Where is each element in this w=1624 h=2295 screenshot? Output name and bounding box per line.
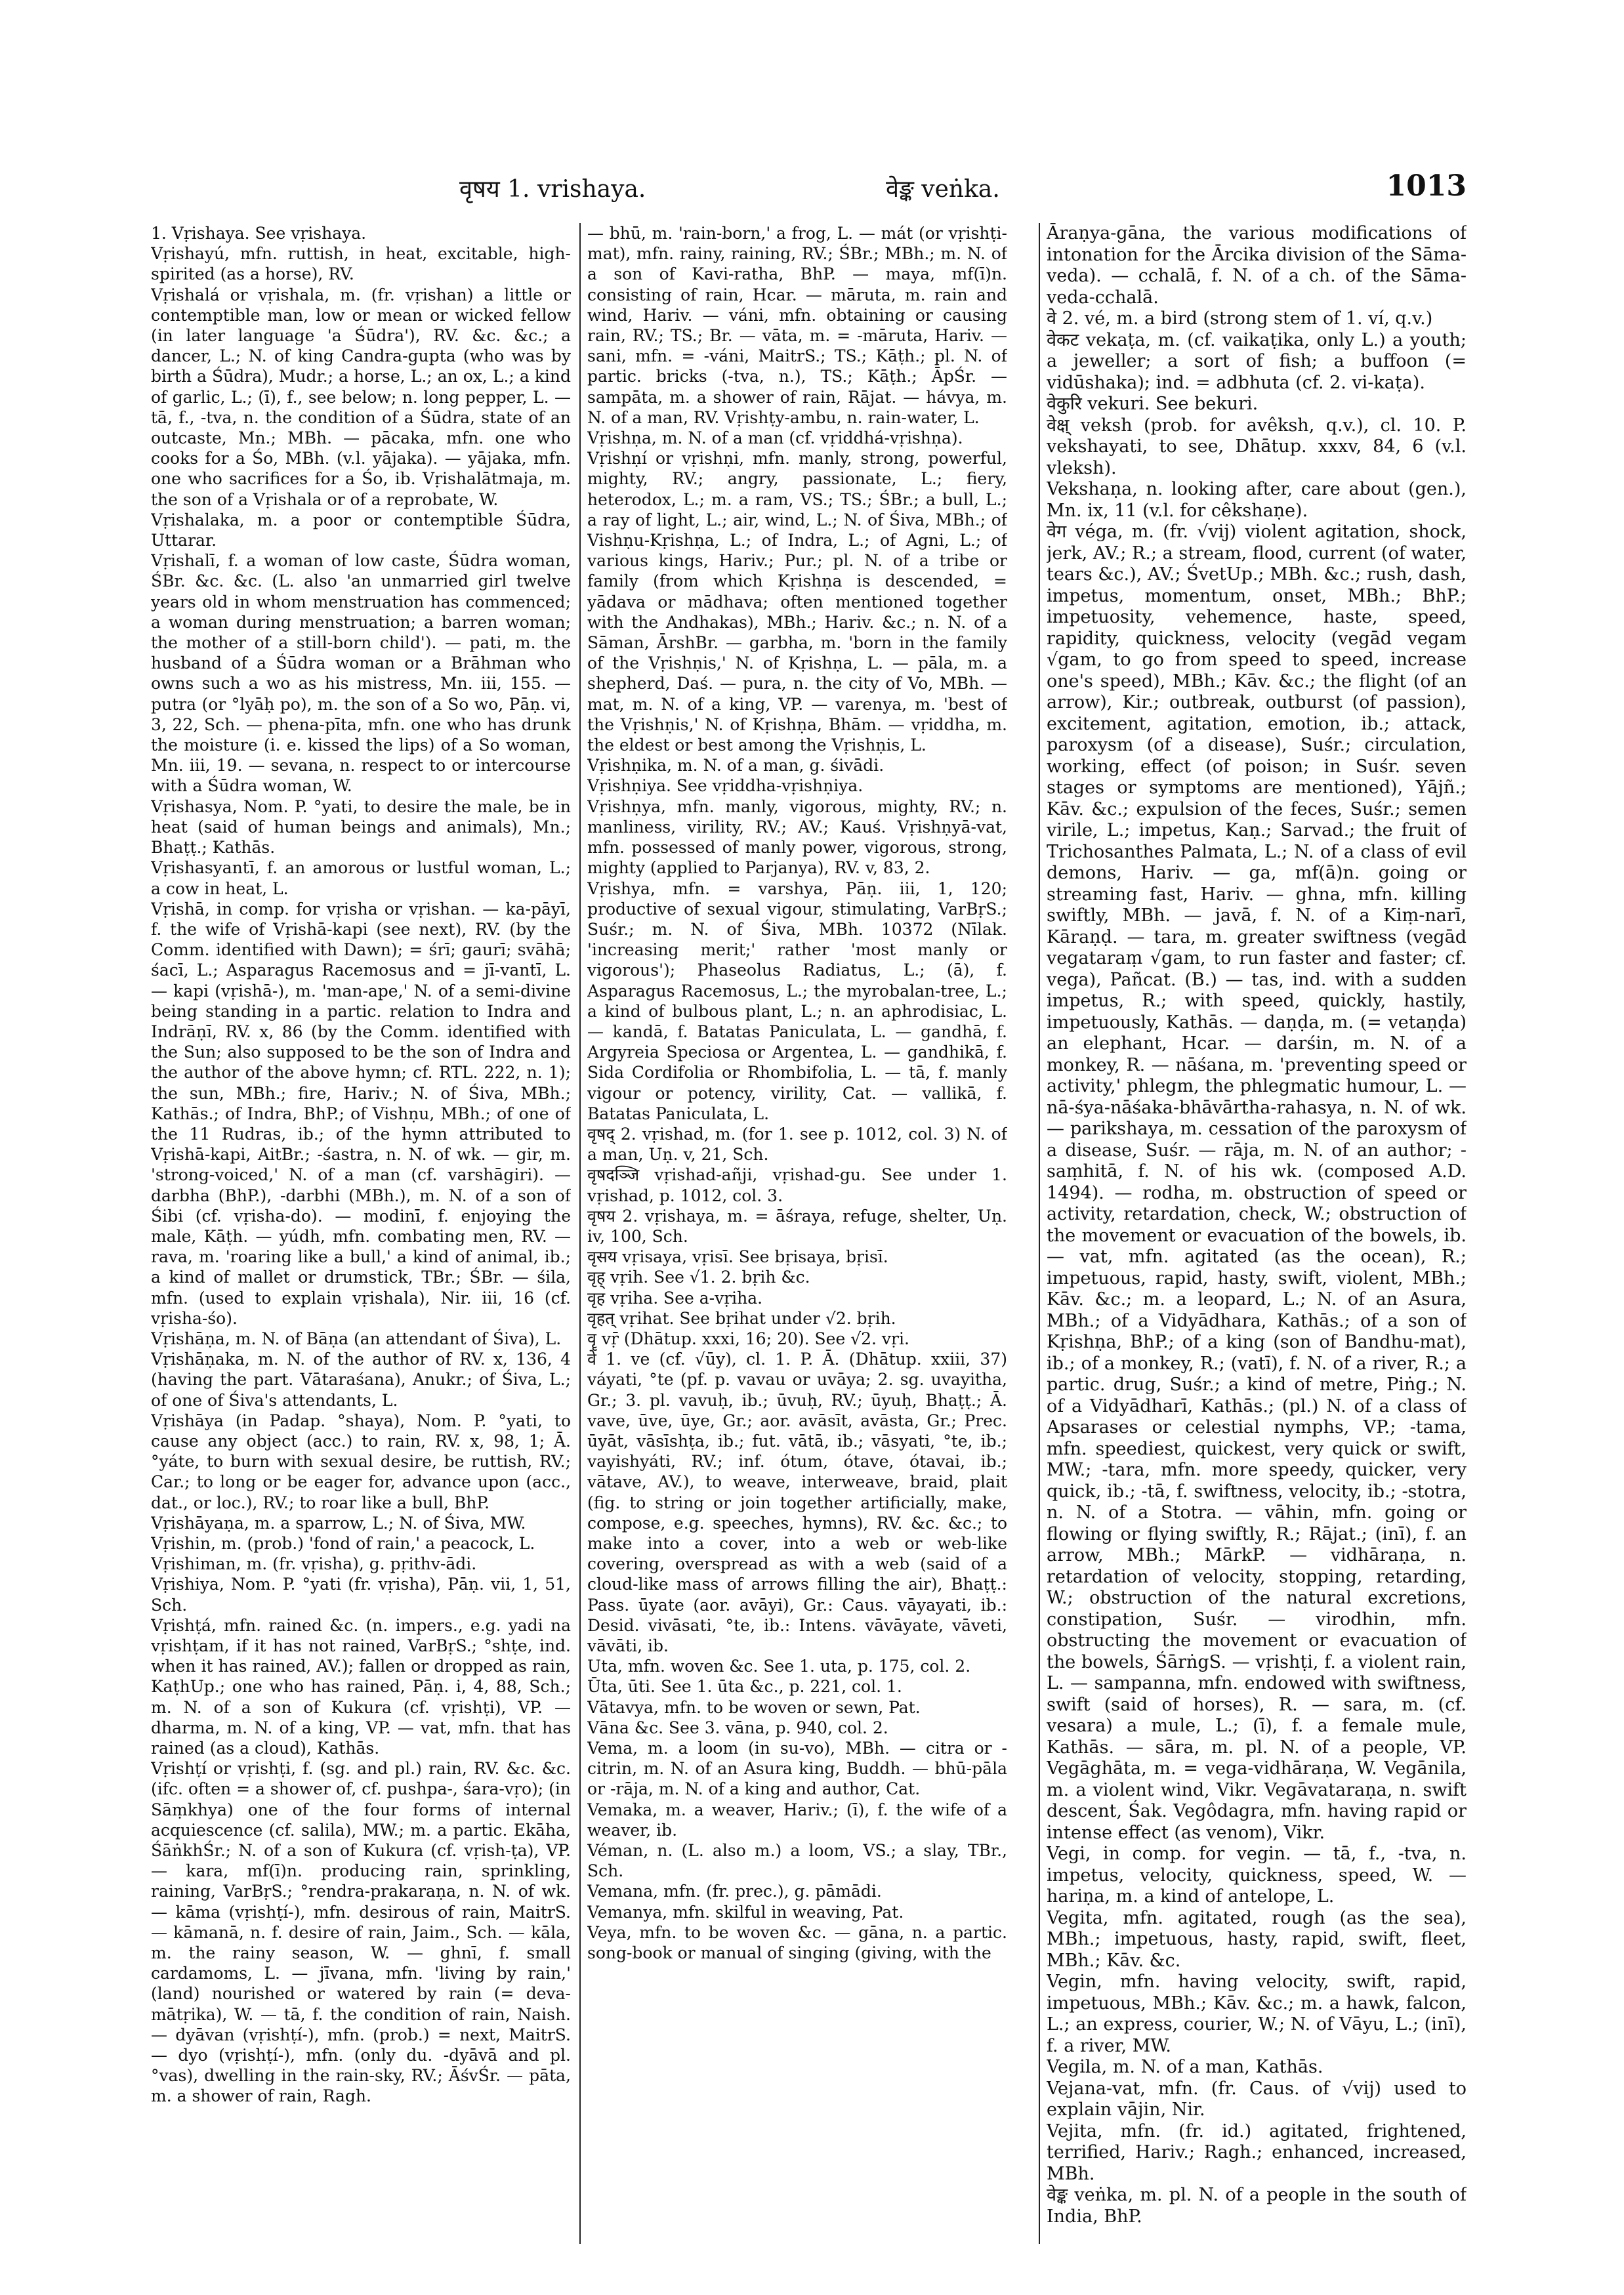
page-number: 1013 [1386, 169, 1467, 203]
dictionary-entry: Uta, mfn. woven &c. See 1. uta, p. 175, col. 2. [587, 1657, 971, 1676]
column-left [151, 223, 571, 2244]
header-right-guideword: वेङ्क veṅka. [886, 176, 1000, 203]
dictionary-entry: वे 2. vé, m. a bird (strong stem of 1. ví, q.v.) [1047, 308, 1433, 329]
dictionary-entry: Veya, mfn. to be woven &c. — gāna, n. a partic. song-book or manual of singing (giving, with the [587, 1922, 1007, 1963]
dictionary-entry: Vṛishāya (in Padap. °shaya), Nom. P. °yati, to cause any object (acc.) to rain, RV. x, 98, 1; Ā. °yáte, to burn with sexual desire, be ruttish, RV.; Car.; to long or be eager for, advance upon (acc., dat., or loc.), RV.; to roar like a bull, BhP. [151, 1411, 571, 1512]
dictionary-entry: Vemaka, m. a weaver, Hariv.; (ī), f. the wife of a weaver, ib. [587, 1800, 1007, 1840]
page-header [151, 169, 1467, 211]
column-right [1047, 223, 1467, 2244]
dictionary-entry: वृह vṛiha. See a-vṛiha. [587, 1288, 763, 1308]
dictionary-entry: Vegita, mfn. agitated, rough (as the sea), MBh.; impetuous, hasty, rapid, swift, fleet, MBh.; Kāv. &c. [1047, 1907, 1467, 1971]
dictionary-entry: वृषय 2. vṛishaya, m. = āśraya, refuge, shelter, Uṇ. iv, 100, Sch. [587, 1206, 1007, 1246]
dictionary-entry: Vṛishṇika, m. N. of a man, g. śivādi. [587, 756, 885, 775]
dictionary-entry: Vegin, mfn. having velocity, swift, rapid, impetuous, MBh.; Kāv. &c.; m. a hawk, falcon, L.; an express, courier, W.; N. of Vāyu, L.; (inī), f. a river, MW. [1047, 1972, 1467, 2056]
dictionary-entry: Vṛishayú, mfn. ruttish, in heat, excitable, high-spirited (as a horse), RV. [151, 244, 571, 284]
dictionary-entry: Vṛishiya, Nom. P. °yati (fr. vṛisha), Pāṇ. vii, 1, 51, Sch. [151, 1575, 571, 1615]
dictionary-entry: Vṛishṭá, mfn. rained &c. (n. impers., e.g. yadi na vṛishṭam, if it has not rained, VarBṛS.; °shṭe, ind. when it has rained, AV.); fallen or dropped as rain, KaṭhUp.; one who has rained, Pāṇ. i, 4, 88, Sch.; m. N. of a son of Kukura (cf. vṛishṭi), VP. — dharma, m. N. of a king, VP. — vat, mfn. that has rained (as a cloud), Kathās. [151, 1615, 571, 1758]
dictionary-entry: Vṛishalī, f. a woman of low caste, Śūdra woman, ŚBr. &c. &c. (L. also 'an unmarried girl twelve years old in whom menstruation has commenced; a woman during menstruation; a barren woman; the mother of a still-born child'). — pati, m. the husband of a Śūdra woman or a Brāhman who owns such a wo as his mistress, Mn. iii, 155. — putra (or °lyāḥ po), m. the son of a So wo, Pāṇ. vi, 3, 22, Sch. — phena-pīta, mfn. one who has drunk the moisture (i. e. kissed the lips) of a So woman, Mn. iii, 19. — sevana, n. respect to or intercourse with a Śūdra woman, W. [151, 551, 571, 796]
dictionary-entry: Vṛishṇya, mfn. manly, vigorous, mighty, RV.; n. manliness, virility, RV.; AV.; Kauś. Vṛishṇyā-vat, mfn. possessed of manly power, vigorous, strong, mighty (applied to Parjanya), RV. v, 83, 2. [587, 796, 1007, 878]
dictionary-entry: Vejana-vat, mfn. (fr. Caus. of √vij) used to explain vājin, Nir. [1047, 2078, 1467, 2120]
dictionary-entry: Vegila, m. N. of a man, Kathās. [1047, 2057, 1323, 2077]
dictionary-entry: Vṛishāyaṇa, m. a sparrow, L.; N. of Śiva, MW. [151, 1513, 526, 1533]
dictionary-entry: Vṛishin, m. (prob.) 'fond of rain,' a peacock, L. [151, 1534, 535, 1553]
dictionary-entry: Vṛishṇiya. See vṛiddha-vṛishṇiya. [587, 776, 864, 796]
dictionary-entry: Vātavya, mfn. to be woven or sewn, Pat. [587, 1697, 921, 1717]
dictionary-entry: Vemana, mfn. (fr. prec.), g. pāmādi. [587, 1882, 882, 1901]
dictionary-entry: Vṛishṇa, m. N. of a man (cf. vṛiddhá-vṛishṇa). [587, 428, 963, 448]
dictionary-entry: वेग véga, m. (fr. √vij) violent agitation, shock, jerk, AV.; R.; a stream, flood, current (of water, tears &c.), AV.; ŚvetUp.; MBh. &c.; rush, dash, impetus, momentum, onset, MBh.; BhP.; impetuosity, vehemence, haste, speed, rapidity, quickness, velocity (vegād vegam √gam, to go from speed to speed, increase one's speed), MBh.; Kāv. &c.; the flight (of an arrow), Kir.; outbreak, outburst (of passion), excitement, agitation, emotion, ib.; attack, paroxysm (of a disease), Suśr.; circulation, working, effect (of poison; in Suśr. seven stages or symptoms are mentioned), Yājñ.; Kāv. &c.; expulsion of the feces, Suśr.; semen virile, L.; impetus, Kaṇ.; Sarvad.; the fruit of Trichosanthes Palmata, L.; N. of a class of evil demons, Hariv. — ga, mf(ā)n. going or streaming fast, Hariv. — ghna, mfn. killing swiftly, MBh. — javā, f. N. of a Kiṃ-narī, Kāraṇḍ. — tara, m. greater swiftness (vegād vegataraṃ √gam, to run faster and faster; cf. vega), Pañcat. (B.) — tas, ind. with a sudden impetus, R.; with speed, quickly, hastily, impetuously, Kathās. — daṇḍa, m. (= vetaṇḍa) an elephant, Hcar. — darśin, m. N. of a monkey, R. — nāśana, m. 'preventing speed or activity,' phlegm, the phlegmatic humour, L. — nā-śya-nāśaka-bhāvārtha-rahasya, n. N. of wk. — parikshaya, m. cessation of the paroxysm of a disease, Suśr. — rāja, m. N. of an author; -saṃhitā, f. N. of his wk. (composed A.D. 1494). — rodha, m. obstruction of speed or activity, retardation, check, W.; obstruction of the movement or evacuation of the bowels, ib. — vat, mfn. agitated (as the ocean), R.; impetuous, rapid, hasty, swift, violent, MBh.; Kāv. &c.; m. a leopard, L.; N. of an Asura, MBh.; of a Vidyādhara, Kathās.; of a son of Kṛishṇa, BhP.; of a king (son of Bandhu-mat), ib.; of a monkey, R.; (vatī), f. N. of a river, R.; a partic. drug, Suśr.; a kind of metre, Piṅg.; N. of a Vidyādharī, Kathās.; (pl.) N. of a class of Apsarases or celestial nymphs, VP.; -tama, mfn. speediest, quickest, very quick or swift, MW.; -tara, mfn. more speedy, quicker, very quick, ib.; -tā, f. swiftness, velocity, ib.; -stotra, n. N. of a Stotra. — vāhin, mfn. going or flowing or flying swiftly, R.; Rājat.; (inī), f. an arrow, MBh.; MārkP. — vidhāraṇa, n. retardation of velocity, stopping, retarding, W.; obstruction of the natural excretions, constipation, Suśr. — virodhin, mfn. obstructing the movement or evacuation of the bowels, ŚārṅgS. — vṛishṭi, f. a violent rain, L. — sampanna, mfn. endowed with swiftness, swift (said of horses), R. — sara, m. (cf. vesara) a mule, L.; (ī), f. a female mule, Kathās. — sāra, m. pl. N. of a people, VP. Vegāghāta, m. = vega-vidhāraṇa, W. Vegānila, m. a violent wind, Vikr. Vegāvataraṇa, n. swift descent, Śak. Vegôdagra, mfn. having rapid or intense effect (as venom), Vikr. [1047, 522, 1467, 1843]
dictionary-entry: वॄ vṝ (Dhātup. xxxi, 16; 20). See √2. vṛi. [587, 1329, 909, 1348]
dictionary-entry: वृषद् 2. vṛishad, m. (for 1. see p. 1012, col. 3) N. of a man, Uṇ. v, 21, Sch. [587, 1124, 1007, 1165]
dictionary-entry: वेकट vekaṭa, m. (cf. vaikaṭika, only L.) a youth; a jeweller; a sort of fish; a buffoon (= vidūshaka); ind. = adbhuta (cf. 2. vi-kaṭa). [1047, 329, 1467, 393]
dictionary-entry: Vṛishasya, Nom. P. °yati, to desire the male, be in heat (said of human beings and animals), Mn.; Bhaṭṭ.; Kathās. [151, 796, 571, 858]
dictionary-entry: Vṛishāṇa, m. N. of Bāṇa (an attendant of Śiva), L. [151, 1329, 562, 1348]
dictionary-entry: Vekshaṇa, n. looking after, care about (gen.), Mn. ix, 11 (v.l. for cêkshaṇe). [1047, 479, 1467, 521]
dictionary-entry: Ūta, ūti. See 1. ūta &c., p. 221, col. 1. [587, 1677, 902, 1697]
dictionary-entry: Vṛishā, in comp. for vṛisha or vṛishan. — ka-pāyī, f. the wife of Vṛishā-kapi (see next), RV. (by the Comm. identified with Dawn); = śrī; gaurī; svāhā; śacī, L.; Asparagus Racemosus and = jī-vantī, L. — kapi (vṛishā-), m. 'man-ape,' N. of a semi-divine being standing in a partic. relation to Indra and Indrāṇī, RV. x, 86 (by the Comm. identified with the Sun; also supposed to be the son of Indra and the author of the above hymn; cf. RTL. 222, n. 1); the sun, MBh.; fire, Hariv.; N. of Śiva, MBh.; Kathās.; of Indra, BhP.; of Vishṇu, MBh.; of one of the 11 Rudras, ib.; of the hymn attributed to Vṛishā-kapi, AitBr.; -śastra, n. N. of wk. — gir, m. 'strong-voiced,' N. of a man (cf. varshāgiri). — darbha (BhP.), -darbhi (MBh.), m. N. of a son of Śibi (cf. vṛisha-do). — modinī, f. enjoying the male, Kāṭh. — yúdh, mfn. combating men, RV. — rava, m. 'roaring like a bull,' a kind of animal, ib.; a kind of mallet or drumstick, TBr.; ŚBr. — śila, mfn. (used to explain vṛishala), Nir. iii, 16 (cf. vṛisha-śo). [151, 899, 571, 1328]
dictionary-entry: Vejita, mfn. (fr. id.) agitated, frightened, terrified, Hariv.; Ragh.; enhanced, increased, MBh. [1047, 2120, 1467, 2184]
header-left-guideword: वृषय 1. vrishaya. [459, 176, 646, 203]
dictionary-entry: Vṛishṭí or vṛishṭi, f. (sg. and pl.) rain, RV. &c. &c. (ifc. often = a shower of, cf. pushpa-, śara-vṛo); (in Sāṃkhya) one of the four forms of internal acquiescence (cf. salila), MW.; m. a partic. Ekāha, ŚāṅkhŚr.; N. of a son of Kukura (cf. vṛish-ṭa), VP. — kara, mf(ī)n. producing rain, sprinkling, raining, VarBṛS.; °rendra-prakaraṇa, n. N. of wk. — kāma (vṛishṭí-), mfn. desirous of rain, MaitrS. — kāmanā, n. f. desire of rain, Jaim., Sch. — kāla, m. the rainy season, W. — ghnī, f. small cardamoms, L. — jīvana, mfn. 'living by rain,' (land) nourished or watered by rain (= deva-mātṛika), W. — tā, f. the condition of rain, Naish. — dyāvan (vṛishṭí-), mfn. (prob.) = next, MaitrS. — dyo (vṛishṭí-), mfn. (only du. -dyāvā and pl. °vas), dwelling in the rain-sky, RV.; ĀśvŚr. — pāta, m. a shower of rain, Ragh. [151, 1759, 571, 2106]
dictionary-entry: Véman, n. (L. also m.) a loom, VS.; a slay, TBr., Sch. [587, 1841, 1007, 1881]
dictionary-entry: वेकुरि vekuri. See bekuri. [1047, 394, 1259, 414]
dictionary-entry: Vemanya, mfn. skilful in weaving, Pat. [587, 1902, 904, 1922]
dictionary-entry: वृहत् vṛihat. See bṛihat under √2. bṛih. [587, 1308, 896, 1328]
dictionary-entry: 1. Vṛishaya. See vṛishaya. [151, 224, 367, 243]
dictionary-entry: Vegi, in comp. for vegin. — tā, f., -tva, n. impetus, velocity, quickness, speed, W. — hariṇa, m. a kind of antelope, L. [1047, 1844, 1467, 1907]
column-divider [1039, 223, 1040, 2244]
dictionary-entry: Vṛishalá or vṛishala, m. (fr. vṛishan) a little or contemptible man, low or mean or wicked fellow (in later language 'a Śūdra'), RV. &c. &c.; a dancer, L.; N. of king Candra-gupta (who was by birth a Śūdra), Mudr.; a horse, L.; an ox, L.; a kind of garlic, L.; (ī), f., see below; n. long pepper, L. — tā, f., -tva, n. the condition of a Śūdra, state of an outcaste, Mn.; MBh. — pācaka, mfn. one who cooks for a Śo, MBh. (v.l. yājaka). — yājaka, mfn. one who sacrifices for a Śo, ib. Vṛishalātmaja, m. the son of a Vṛishala or of a reprobate, W. [151, 285, 571, 509]
dictionary-entry: वेङ्क veṅka, m. pl. N. of a people in the south of India, BhP. [1047, 2185, 1467, 2227]
dictionary-entry: Vāna &c. See 3. vāna, p. 940, col. 2. [587, 1718, 888, 1737]
dictionary-entry: — bhū, m. 'rain-born,' a frog, L. — mát (or vṛishṭi-mat), mfn. rainy, raining, RV.; ŚBr.; MBh.; m. N. of a son of Kavi-ratha, BhP. — maya, mf(ī)n. consisting of rain, Hcar. — māruta, m. rain and wind, Hariv. — váni, mfn. obtaining or causing rain, RV.; TS.; Br. — vāta, m. = -māruta, Hariv. — sani, mfn. = -váni, MaitrS.; TS.; Kāṭh.; pl. N. of partic. bricks (-tva, n.), TS.; Kāṭh.; ĀpŚr. — sampāta, m. a shower of rain, Rājat. — hávya, m. N. of a man, RV. Vṛishṭy-ambu, n. rain-water, L. [587, 224, 1007, 427]
dictionary-entry: Vema, m. a loom (in su-vo), MBh. — citra or -citrin, m. N. of an Asura king, Buddh. — bhū-pāla or -rāja, m. N. of a king and author, Cat. [587, 1739, 1007, 1799]
dictionary-entry: Vṛishiman, m. (fr. vṛisha), g. pṛithv-ādi. [151, 1554, 477, 1574]
column-middle [587, 223, 1007, 2244]
dictionary-entry: वेक्ष् veksh (prob. for avêksh, q.v.), cl. 10. P. vekshayati, to see, Dhātup. xxxv, 84, 6 (v.l. vleksh). [1047, 415, 1467, 478]
dictionary-entry: वृषदञ्जि vṛishad-añji, vṛishad-gu. See under 1. vṛishad, p. 1012, col. 3. [587, 1165, 1007, 1205]
dictionary-entry: Vṛishāṇaka, m. N. of the author of RV. x, 136, 4 (having the part. Vātaraśana), Anukr.; of Śiva, L.; of one of Śiva's attendants, L. [151, 1350, 571, 1410]
dictionary-entry: Vṛishṇí or vṛishṇi, mfn. manly, strong, powerful, mighty, RV.; angry, passionate, L.; fiery, heterodox, L.; m. a ram, VS.; TS.; ŚBr.; a bull, L.; a ray of light, L.; air, wind, L.; N. of Śiva, MBh.; of Vishṇu-Kṛishṇa, L.; of Indra, L.; of Agni, L.; of various kings, Hariv.; Pur.; pl. N. of a tribe or family (from which Kṛishṇa is descended, = yādava or mādhava; often mentioned together with the Andhakas), MBh.; Hariv. &c.; n. N. of a Sāman, ĀrshBr. — garbha, m. 'born in the family of the Vṛishṇis,' N. of Kṛishṇa, L. — pāla, m. a shepherd, Daś. — pura, n. the city of Vo, MBh. — mat, m. N. of a king, VP. — varenya, m. 'best of the Vṛishṇis,' N. of Kṛishṇa, Bhām. — vṛiddha, m. the eldest or best among the Vṛishṇis, L. [587, 449, 1007, 755]
dictionary-entry: वृह् vṛih. See √1. 2. bṛih &c. [587, 1268, 810, 1287]
dictionary-entry: वृसय vṛisaya, vṛisī. See bṛisaya, bṛisī. [587, 1247, 888, 1267]
dictionary-entry: Vṛishya, mfn. = varshya, Pāṇ. iii, 1, 120; productive of sexual vigour, stimulating, VarBṛS.; Suśr.; m. N. of Śiva, MBh. 10372 (Nīlak. 'increasing merit;' rather 'most manly or vigorous'); Phaseolus Radiatus, L.; (ā), f. Asparagus Racemosus, L.; the myrobalan-tree, L.; a kind of bulbous plant, L.; n. an aphrodisiac, L. — kandā, f. Batatas Paniculata, L. — gandhā, f. Argyreia Speciosa or Argentea, L. — gandhikā, f. Sida Cordifolia or Rhombifolia, L. — tā, f. manly vigour or potency, virility, Cat. — vallikā, f. Batatas Paniculata, L. [587, 879, 1007, 1123]
dictionary-entry: Vṛishasyantī, f. an amorous or lustful woman, L.; a cow in heat, L. [151, 858, 571, 898]
column-divider [579, 223, 581, 2244]
dictionary-entry: वे 1. ve (cf. √ūy), cl. 1. P. Ā. (Dhātup. xxiii, 37) váyati, °te (pf. p. vavau or uvāya; 2. sg. uvayitha, Gr.; 3. pl. vavuḥ, ib.; ūvuḥ, RV.; ūyuḥ, Bhaṭṭ.; Ā. vave, ūve, ūye, Gr.; aor. avāsīt, avāsta, Gr.; Prec. ūyāt, vāsīshṭa, ib.; fut. vātā, ib.; vāsyati, °te, ib.; vayishyáti, RV.; inf. ótum, ótave, ótavai, ib.; vātave, AV.), to weave, interweave, braid, plait (fig. to string or join together artificially, make, compose, e.g. speeches, hymns), RV. &c. &c.; to make into a cover, into a web or web-like covering, overspread as with a web (said of a cloud-like mass of arrows filling the air), Bhaṭṭ.: Pass. ūyate (aor. avāyi), Gr.: Caus. vāyayati, ib.: Desid. vivāsati, °te, ib.: Intens. vāvāyate, vāveti, vāvāti, ib. [587, 1350, 1007, 1656]
dictionary-entry: Āraṇya-gāna, the various modifications of intonation for the Ārcika division of the Sāma-veda). — cchalā, f. N. of a ch. of the Sāma-veda-cchalā. [1047, 223, 1467, 308]
dictionary-entry: Vṛishalaka, m. a poor or contemptible Śūdra, Uttarar. [151, 510, 571, 550]
